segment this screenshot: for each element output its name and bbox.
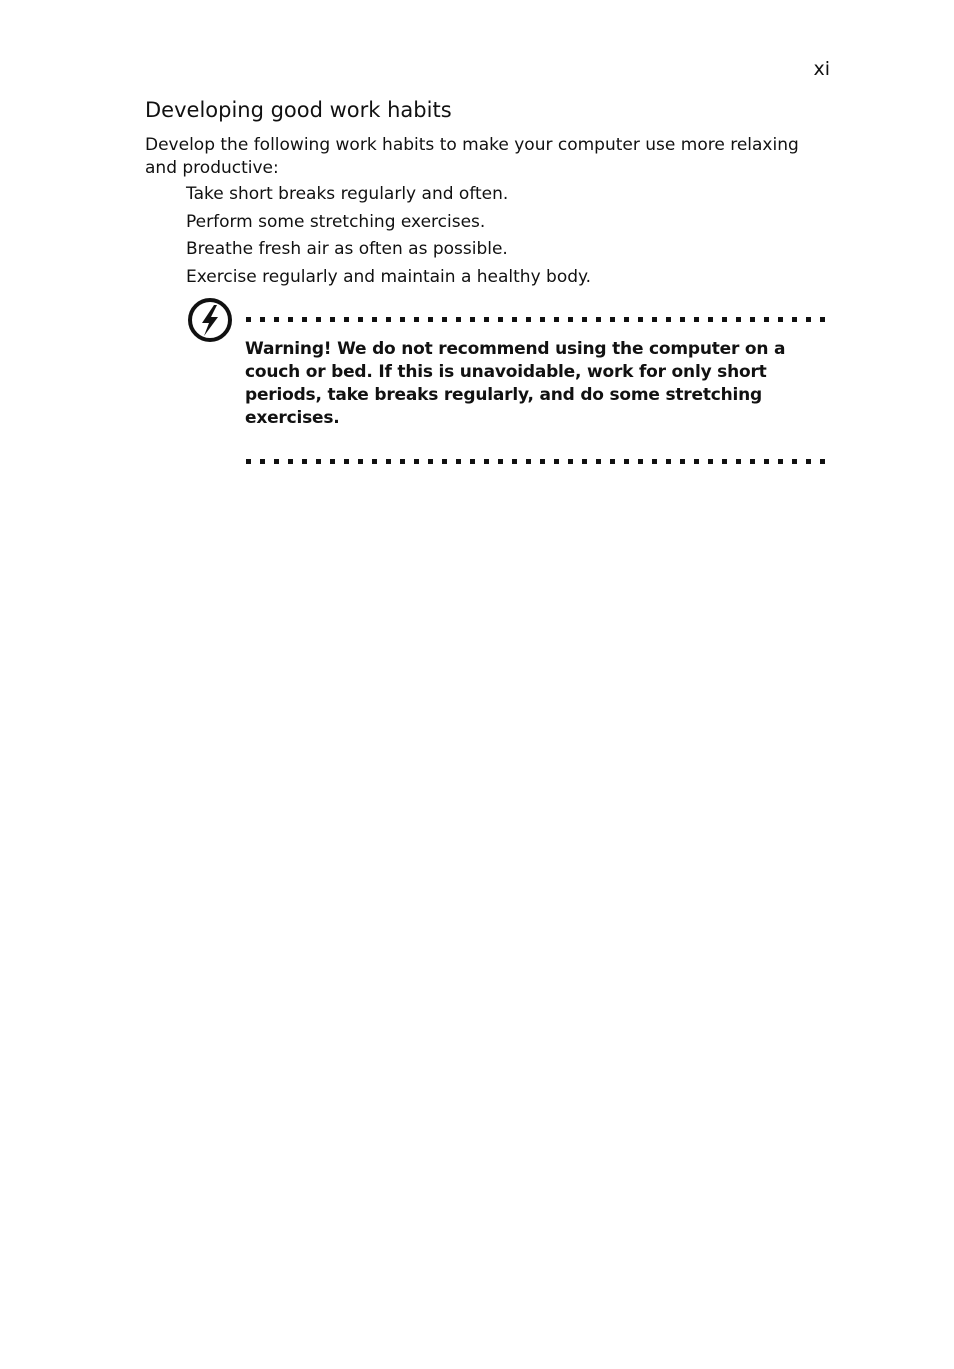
warning-text: Warning! We do not recommend using the computer on a couch or bed. If this is unavoidable, work for only short periods, take breaks regularly, and do some stretching exercises. — [245, 339, 786, 428]
page-number: xi — [813, 58, 830, 80]
section-title: Developing good work habits — [145, 98, 452, 122]
lightning-warning-icon — [187, 297, 235, 345]
dotted-divider-bottom — [246, 459, 830, 464]
intro-paragraph: Develop the following work habits to make your computer use more relaxing and productive: — [145, 135, 799, 178]
list-item: Take short breaks regularly and often. — [186, 184, 509, 204]
habits-list — [186, 183, 591, 294]
dotted-divider-top — [246, 317, 830, 322]
list-item: Exercise regularly and maintain a healthy body. — [186, 267, 592, 288]
list-item: Breathe fresh air as often as possible. — [186, 239, 508, 260]
list-item: Perform some stretching exercises. — [186, 211, 486, 232]
